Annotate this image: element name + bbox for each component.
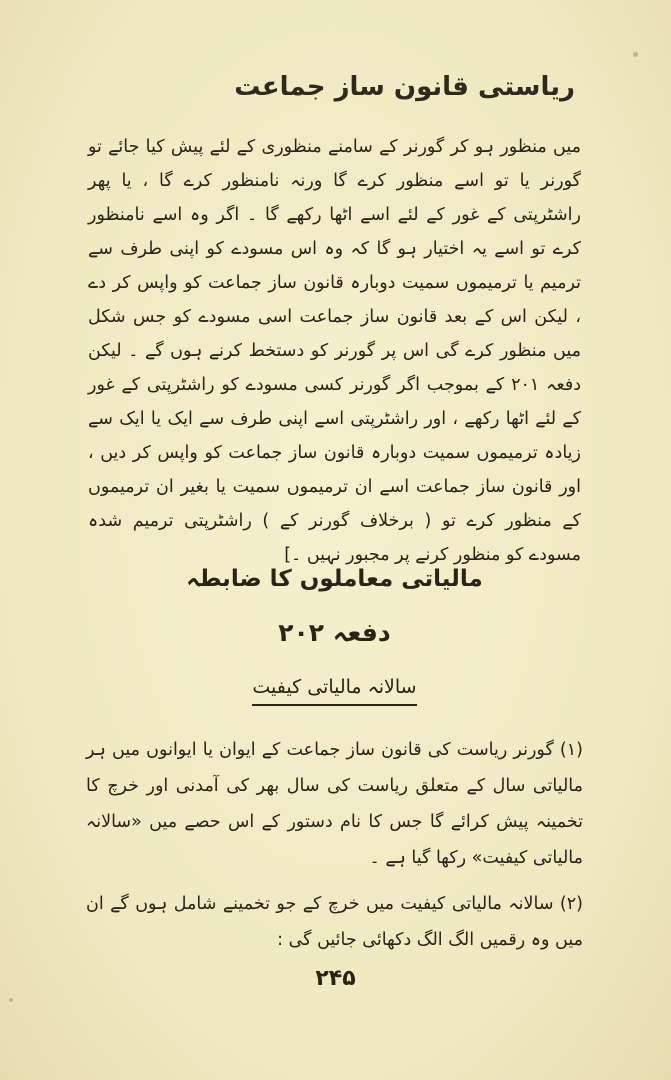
subheading: سالانہ مالیاتی کیفیت [252,676,416,706]
clause-1: (۱) گورنر ریاست کی قانون ساز جماعت کے ایوان یا ایوانوں میں ہر مالیاتی سال کے متعلق ریاست کی سال بھر کی آمدنی اور خرچ کا تخمینہ پیش کرائے گا جس کا نام دستور کے اس حصے میں «سالانہ مالیاتی کیفیت» رکھا گیا ہے ۔ [86,740,583,868]
article-number: دفعہ ۲۰۲ [278,618,391,647]
paper-speck [9,998,13,1002]
page-number: ۲۴۵ [315,966,356,991]
section-title: مالیاتی معاملوں کا ضابطہ [186,566,483,592]
body-paragraph: میں منظور ہو کر گورنر کے سامنے منظوری کے لئے پیش کیا جائے تو گورنر یا تو اسے منظور کرے گا ورنہ نامنظور کرے گا ، یا پھر راشٹرپتی کے غور کے لئے اسے اٹھا رکھے گا ۔ اگر وہ اسے نامنظور کرے تو اسے یہ اختیار ہو گا کہ وہ اس مسودے کو اپنی طرف سے ترمیم یا ترمیموں سمیت دوبارہ قانون ساز جماعت کو واپس کر دے ، لیکن اس کے بعد قانون ساز جماعت اسی مسودے کو جس شکل میں منظور کرے گی اس پر گورنر کو دستخط کرنے ہوں گے ۔ لیکن دفعہ ۲۰۱ کے بموجب اگر گورنر کسی مسودے کو راشٹرپتی کے غور کے لئے اٹھا رکھے ، اور راشٹرپتی اسے اپنی طرف سے ایک یا ایک سے زیادہ ترمیموں سمیت دوبارہ قانون ساز جماعت کو واپس کر دیں ، اور قانون ساز جماعت اسے ان ترمیموں سمیت یا بغیر ان ترمیموں کے منظور کرے تو ( برخلاف گورنر کے ) راشٹرپتی ترمیم شدہ مسودے کو منظور کرنے پر مجبور نہیں ۔] [88,137,581,565]
clauses [86,732,583,968]
body-text [88,130,581,572]
clause-2: (۲) سالانہ مالیاتی کیفیت میں خرچ کے جو تخمینے شامل ہوں گے ان میں وہ رقمیں الگ الگ دکھائی جائیں گی : [86,894,583,950]
subheading-wrap [88,676,581,706]
running-head: ریاستی قانون ساز جماعت [234,72,575,102]
paper-speck [633,52,638,57]
